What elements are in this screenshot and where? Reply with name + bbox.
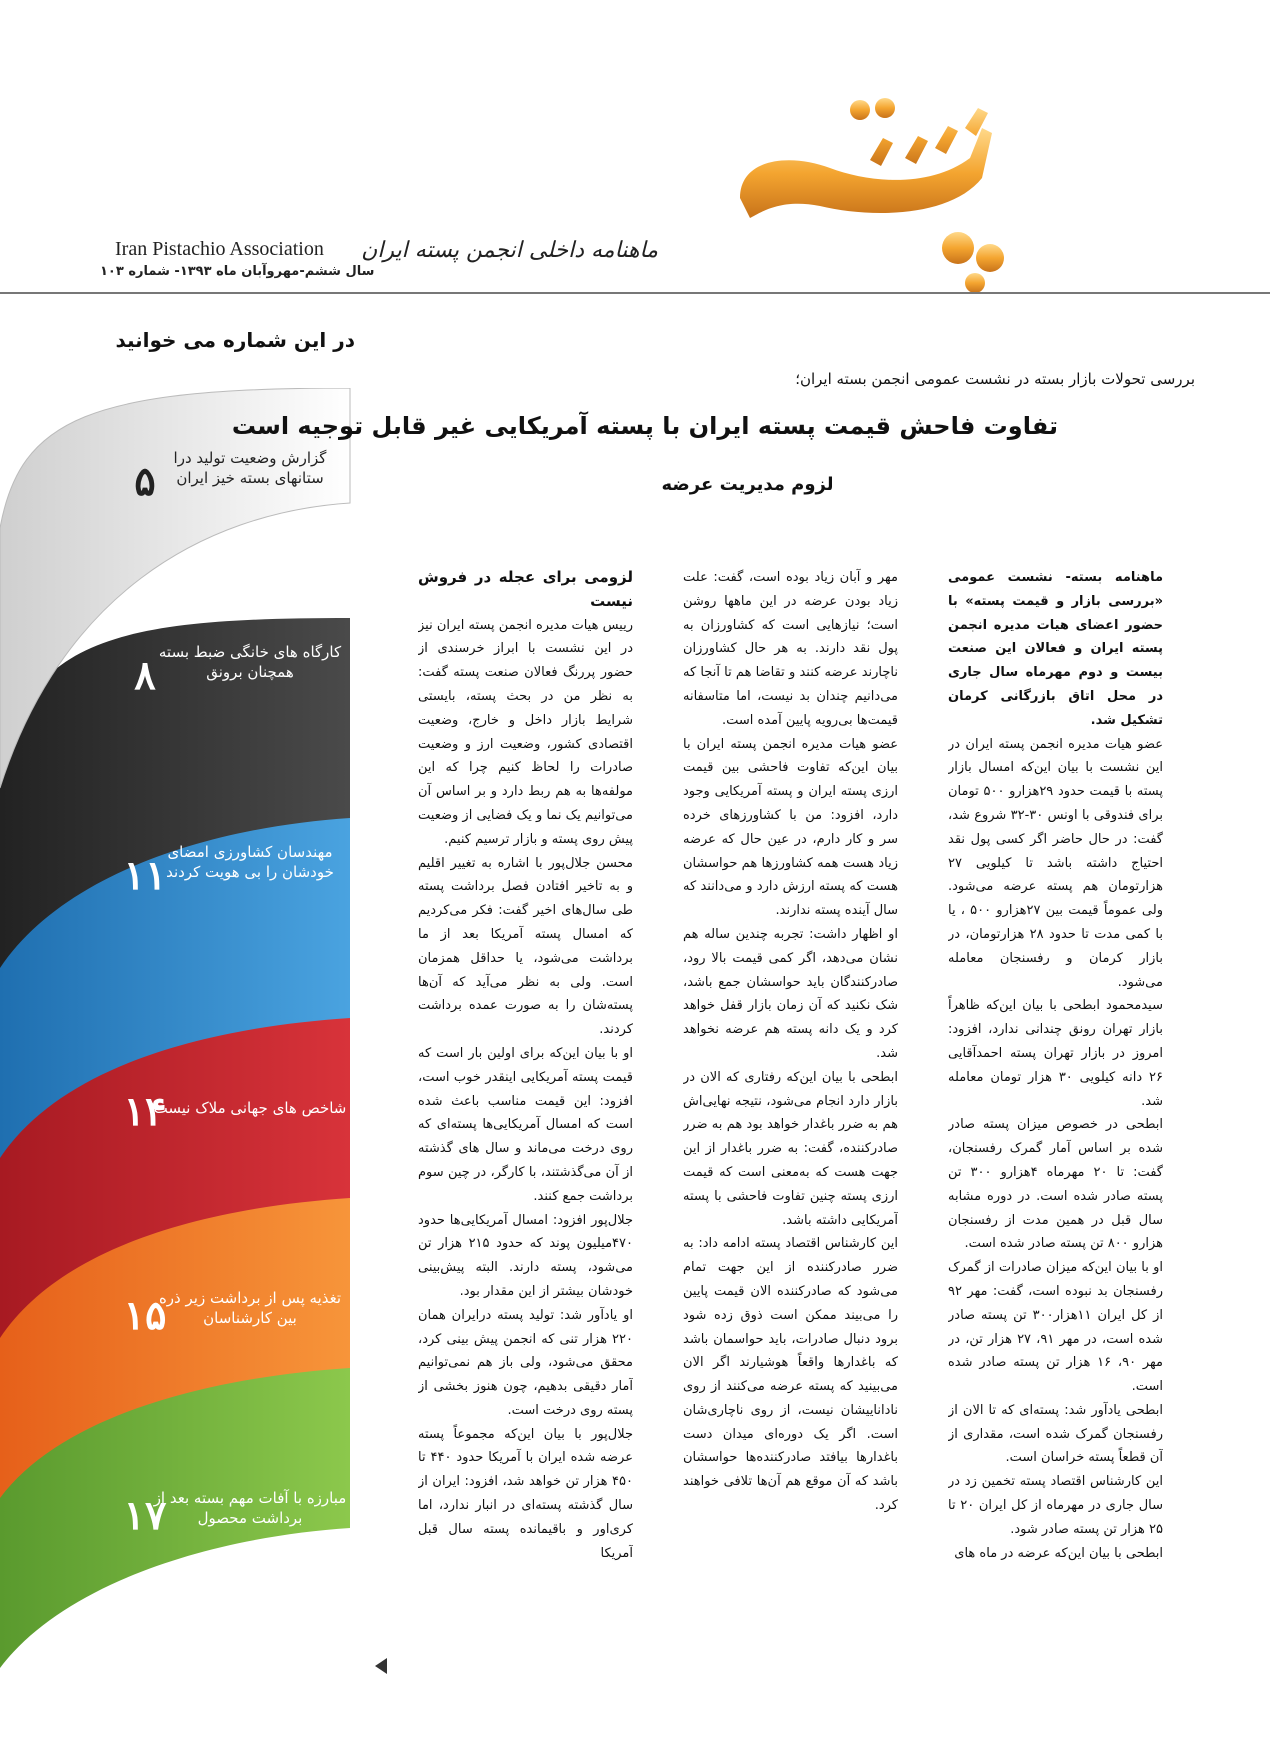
paragraph: ابطحی در خصوص میزان پسته صادر شده بر اساس آمار گمرک رفسنجان، گفت: تا ۲۰ مهرماه ۴هزارو ۳۰۰ تن پسته صادر شده است. در دوره مشابه سال قبل در همین مدت از رفسنجان هزارو ۸۰۰ تن پسته صادر شده است. (948, 1117, 1163, 1252)
continue-arrow-icon[interactable] (375, 1658, 387, 1674)
paragraph: محسن جلال‌پور با اشاره به تغییر اقلیم و به تاخیر افتادن فصل برداشت پسته طی سال‌های اخیر گفت: فکر می‌کردیم که امسال پسته آمریکا بعد از ما برداشت می‌شود، یا حداقل همزمان است. ولی به نظر می‌آید که آن‌ها پسته‌شان را به صورت عمده برداشت کردند. (418, 855, 633, 1038)
article-column-2 (683, 566, 898, 1676)
paragraph: جلال‌پور با بیان این‌که مجموعاً پسته عرضه شده ایران با آمریکا حدود ۴۴۰ تا ۴۵۰ هزار تن خواهد شد، افزود: ایران از سال گذشته پسته‌ای در انبار ندارد، اما کری‌اور و باقیمانده پسته سال قبل آمریکا (418, 1426, 633, 1561)
toc-item-text[interactable]: گزارش وضعیت تولید درا ستانهای بسته خیز ایران (173, 449, 327, 487)
tagline: ماهنامه داخلی انجمن پسته ایران (361, 238, 658, 263)
paragraph: عضو هیات مدیره انجمن پسته ایران با بیان این‌که تفاوت فاحشی بین قیمت ارزی پسته ایران و پسته آمریکایی وجود دارد، افزود: من با کشاورزهای خرده سر و کار دارم، در عین حال که عرضه زیاد هست همه کشاورزها هم حواسشان هست که پسته ارزش دارد و می‌دانند که سال آینده پسته ندارند. (683, 736, 898, 919)
paragraph: مهر و آبان زیاد بوده است، گفت: علت زیاد بودن عرضه در این ماهها روشن است؛ نیازهایی است که کشاورزان به پول نقد دارند. به هر حال کشاورزان ناچارند عرضه کنند و تقاضا هم تا آنجا که می‌دانیم چندان بد نیست، اما متاسفانه قیمت‌ها بی‌رویه پایین آمده است. (683, 570, 898, 728)
paragraph: ابطحی با بیان این‌که عرضه در ماه های (954, 1545, 1163, 1561)
paragraph: او اظهار داشت: تجربه چندین ساله هم نشان می‌دهد، اگر کمی قیمت بالا رود، صادرکنندگان باید حواسشان جمع باشد، شک نکنید که آن زمان بازار قفل خواهد کرد و یک دانه پسته هم عرضه نخواهد شد. (683, 926, 898, 1061)
paragraph: رییس هیات مدیره انجمن پسته ایران نیز در این نشست با ابراز خرسندی از حضور پررنگ فعالان صنعت پسته گفت: به نظر من در بحث پسته، بایستی شرایط بازار داخل و خارج، وضعیت اقتصادی کشور، وضعیت ارز و وضعیت صادرات را لحاظ کنیم چرا که این مولفه‌ها به هم ربط دارد و بر اساس آن می‌توانیم یک نما و یک فضایی از وضعیت پیش روی پسته و بازار ترسیم کنیم. (418, 617, 633, 847)
paragraph: عضو هیات مدیره انجمن پسته ایران در این نشست با بیان این‌که امسال بازار پسته با قیمت حدود ۲۹هزارو ۵۰۰ تومان برای فندوقی با اونس ۳۰-۳۲ شروع شد، گفت: در حال حاضر اگر کسی پول نقد احتیاج داشته باشد تا کیلویی ۲۷ هزارتومان هم پسته عرضه می‌شود. ولی عموماً قیمت بین ۲۷هزارو ۵۰۰ ، یا با کمی مدت تا حدود ۲۸ هزارتومان، در بازار کرمان و رفسنجان معامله می‌شود. (948, 736, 1163, 990)
issue-line: سال ششم-مهروآبان ماه ۱۳۹۳- شماره ۱۰۳ (100, 264, 375, 279)
header-divider (0, 292, 1270, 294)
article-column-1 (948, 566, 1163, 1676)
association-name: Iran Pistachio Association (115, 238, 324, 260)
paragraph: ابطحی با بیان این‌که رفتاری که الان در بازار دارد انجام می‌شود، نتیجه نهایی‌اش هم به ضرر باغدار خواهد بود هم به ضرر صادرکننده، گفت: به ضرر باغدار از این جهت هست که به‌معنی است که قیمت ارزی پسته چنین تفاوت فاحشی با پسته آمریکایی داشته باشد. (683, 1069, 898, 1228)
logo (720, 88, 1010, 293)
section-heading: لزومی برای عجله در فروش نیست (418, 568, 633, 610)
toc-item-page: ۱۷ (123, 1492, 167, 1539)
toc-item-page: ۱۴ (123, 1088, 167, 1135)
toc-item-text[interactable]: مهندسان کشاورزی امضای خودشان را بی هویت کردند (166, 843, 334, 881)
paragraph: او با بیان این‌که میزان صادرات از گمرک رفسنجان بد نبوده است، گفت: مهر ۹۲ از کل ایران ۱۱هزار۳۰۰ تن پسته صادر شده است، در مهر ۹۱، ۲۷ هزار تن، در مهر ۹۰، ۱۶ هزار تن پسته صادر شده است. (948, 1260, 1163, 1395)
article-kicker: بررسی تحولات بازار بسته در نشست عمومی انجمن بسته ایران؛ (795, 370, 1195, 388)
toc-item-page: ۱۱ (123, 852, 167, 899)
toc-item-text[interactable]: کارگاه های خانگی ضبط بسته همچنان برونق (158, 643, 342, 681)
paragraph: ماهنامه بسته- نشست عمومی «بررسی بازار و قیمت پسته» با حضور اعضای هیات مدیره انجمن پسته ایران و فعالان این صنعت بیست و دوم مهرماه سال جاری در محل اتاق بازرگانی کرمان تشکیل شد. (948, 570, 1163, 728)
toc-item-page: ۵ (134, 458, 156, 505)
sidebar-title: در این شماره می خوانید (115, 328, 355, 352)
toc-item-text[interactable]: شاخص های جهانی ملاک نیست (153, 1099, 347, 1117)
paragraph: ابطحی یادآور شد: پسته‌ای که تا الان از رفسنجان گمرک شده است، مقداری از آن قطعاً پسته خراسان است. (948, 1402, 1163, 1466)
paragraph: جلال‌پور افزود: امسال آمریکایی‌ها حدود ۴۷۰میلیون پوند که حدود ۲۱۵ هزار تن می‌شود، پسته دارند. البته پیش‌بینی خودشان بیشتر از این مقدار بود. (418, 1212, 633, 1299)
article-headline: تفاوت فاحش قیمت پسته ایران با پسته آمریکایی غیر قابل توجیه است (231, 412, 1058, 440)
article-subhead: لزوم مدیریت عرضه (661, 474, 834, 495)
paragraph: سیدمحمود ابطحی با بیان این‌که ظاهراً بازار تهران رونق چندانی ندارد، افزود: امروز در بازار تهران پسته احمدآقایی ۲۶ دانه کیلویی ۳۰ هزار تومان معامله شد. (948, 998, 1163, 1109)
paragraph: این کارشناس اقتصاد پسته ادامه داد: به ضرر صادرکننده از این جهت تمام می‌شود که صادرکننده الان قیمت پایین را می‌بیند ممکن است ذوق زده شود برود دنبال صادرات، باید حواسمان باشد که باغدارها واقعاً هوشیارند اگر الان می‌بینید که پسته عرضه می‌کنند از روی ناداناییشان نیست، از روی ناچاری‌شان است. اگر یک دوره‌ای میدان دست باغدارها بیافتد صادرکننده‌ها حواسشان باشد که آن موقع هم آن‌ها تلافی خواهند کرد. (683, 1236, 898, 1514)
toc-item-page: ۱۵ (123, 1292, 167, 1339)
paragraph: او با بیان این‌که برای اولین بار است که قیمت پسته آمریکایی اینقدر خوب است، افزود: این قیمت مناسب باعث شده است که امسال آمریکایی‌ها پسته‌ای که روی درخت می‌ماند و سال های گذشته از آن می‌گذشتند، با کارگر، در چین سوم برداشت جمع کنند. (418, 1045, 633, 1204)
article-column-3 (418, 566, 633, 1676)
paragraph: او یادآور شد: تولید پسته درایران همان ۲۲۰ هزار تنی که انجمن پیش بینی کرد، محقق می‌شود، ولی باز هم نمی‌توانیم آمار دقیقی بدهیم، چون هنوز بخشی از پسته روی درخت است. (418, 1307, 633, 1418)
toc-item-text[interactable]: مبارزه با آفات مهم بسته بعد از برداشت محصول (153, 1489, 347, 1527)
toc-item-text[interactable]: تغذیه پس از برداشت زیر ذره بین کارشناسان (158, 1289, 342, 1327)
toc-item-page: ۸ (134, 652, 156, 699)
paragraph: این کارشناس اقتصاد پسته تخمین زد در سال جاری در مهرماه از کل ایران ۲۰ تا ۲۵ هزار تن پسته صادر شود. (948, 1474, 1163, 1537)
